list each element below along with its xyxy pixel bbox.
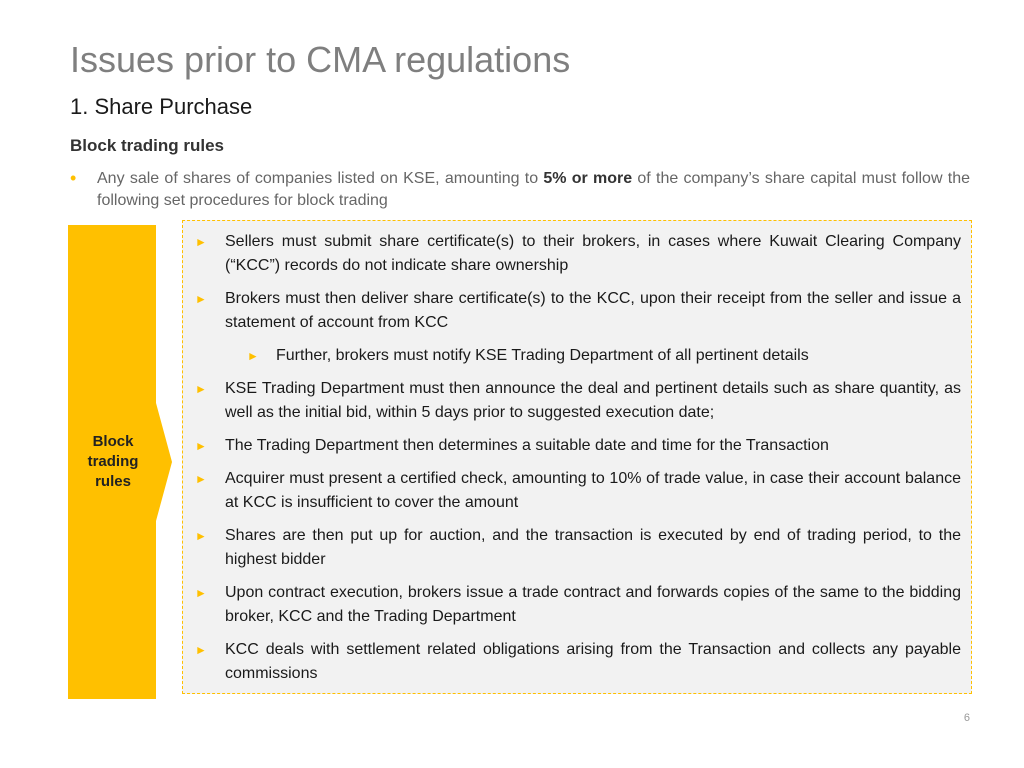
procedure-step-text: Shares are then put up for auction, and the transaction is executed by end of trading period, to the highest bidder xyxy=(225,527,961,568)
procedure-step-text: KSE Trading Department must then announce the deal and pertinent details such as share quantity, as well as the initial bid, within 5 days prior to suggested execution date; xyxy=(225,380,961,421)
procedure-step xyxy=(183,524,961,572)
arrow-bullet-icon: ► xyxy=(195,235,207,249)
section-heading: Block trading rules xyxy=(70,136,224,155)
procedure-sub-step xyxy=(183,344,961,368)
procedure-step xyxy=(183,467,961,515)
procedure-step-text: Upon contract execution, brokers issue a trade contract and forwards copies of the same to the bidding broker, KCC and the Trading Department xyxy=(225,584,961,625)
block-trading-label: Block trading rules xyxy=(87,433,139,490)
arrow-bullet-icon: ► xyxy=(247,349,259,363)
procedure-step xyxy=(183,581,961,629)
intro-text-end: of the company’s share capital must follow the following set procedures for block trading xyxy=(97,170,971,209)
procedure-step xyxy=(183,287,961,335)
intro-emphasis: 5% or more xyxy=(543,170,633,187)
arrow-bullet-icon: ► xyxy=(195,382,207,396)
intro-bullet xyxy=(70,168,970,212)
procedure-step xyxy=(183,434,961,458)
procedure-step-text: Further, brokers must notify KSE Trading Department of all pertinent details xyxy=(276,347,809,364)
procedure-steps-box xyxy=(182,220,972,694)
page-number: 6 xyxy=(963,712,970,724)
procedure-step-text: Sellers must submit share certificate(s) to their brokers, in cases where Kuwait Clearing Company (“KCC”) records do not indicate share ownership xyxy=(225,233,961,274)
arrow-bullet-icon: ► xyxy=(195,439,207,453)
procedure-step-text: Acquirer must present a certified check, amounting to 10% of trade value, in case their account balance at KCC is insufficient to cover the amount xyxy=(225,470,961,511)
intro-text-start: Any sale of shares of companies listed on KSE, amounting to xyxy=(97,170,544,187)
procedure-step-text: The Trading Department then determines a suitable date and time for the Transaction xyxy=(225,437,829,454)
arrow-bullet-icon: ► xyxy=(195,472,207,486)
procedure-step-text: KCC deals with settlement related obligations arising from the Transaction and collects any payable commissions xyxy=(225,641,961,682)
arrow-bullet-icon: ► xyxy=(195,586,207,600)
procedure-step-text: Brokers must then deliver share certificate(s) to the KCC, upon their receipt from the seller and issue a statement of account from KCC xyxy=(225,290,961,331)
intro-text xyxy=(97,168,970,212)
procedure-step xyxy=(183,230,961,278)
procedure-steps-list xyxy=(183,221,971,686)
procedure-step xyxy=(183,638,961,686)
bullet-dot-icon: • xyxy=(70,168,77,188)
slide-title: Issues prior to CMA regulations xyxy=(70,39,571,80)
arrow-bullet-icon: ► xyxy=(195,643,207,657)
procedure-step xyxy=(183,377,961,425)
arrow-bullet-icon: ► xyxy=(195,529,207,543)
arrow-bullet-icon: ► xyxy=(195,292,207,306)
slide-subtitle: 1. Share Purchase xyxy=(70,94,253,119)
